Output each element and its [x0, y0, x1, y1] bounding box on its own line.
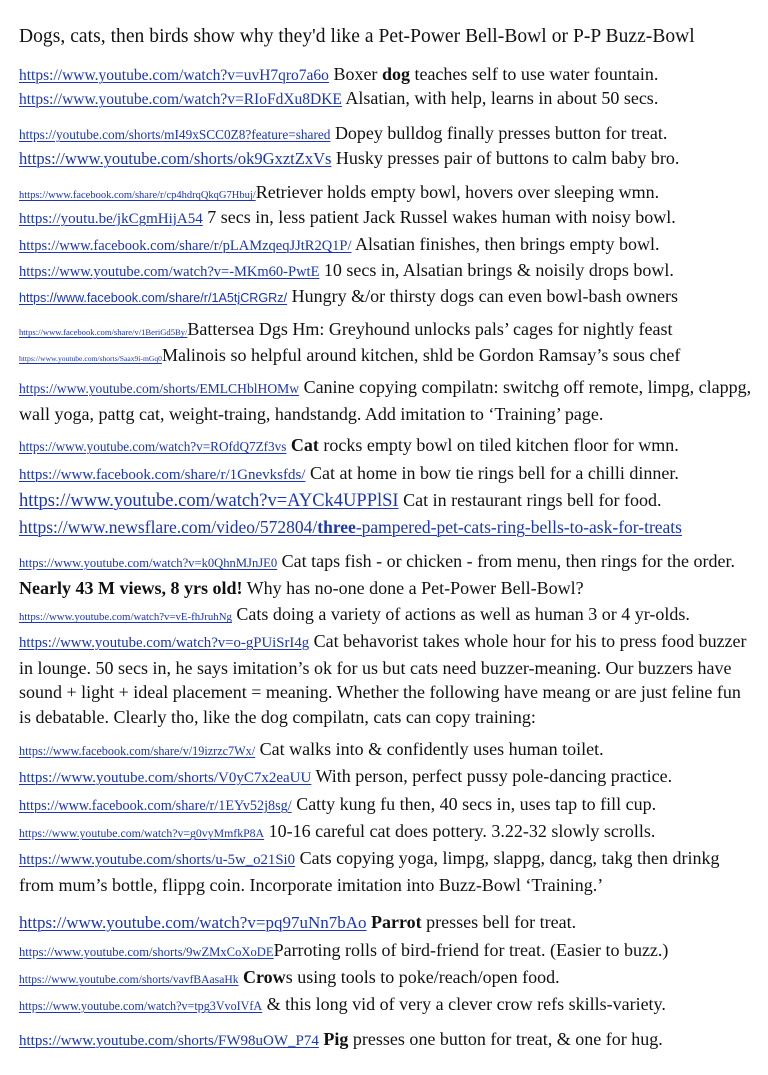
list-item: https://www.youtube.com/watch?v=pq97uNn7bAo Parrot presses bell for treat. — [19, 912, 577, 932]
list-item: https://www.youtube.com/watch?v=tpg3VvoIVfA & this long vid of very a clever crow refs skills-variety. — [19, 994, 666, 1014]
list-item: https://www.youtube.com/watch?v=o-gPUiSrI4g Cat behavorist takes whole hour for his to press food buzzer in lounge. 50 secs in, he says imitation’s ok for us but cats need buzzer-meaning. Our buzzers have sound + light + ideal placement = meaning. Whether the following have meang or are just feline fun is debatable. Clearly tho, like the dog compilatn, cats can copy training: — [19, 631, 747, 727]
list-item: https://www.facebook.com/share/v/1BeriGd5By/Battersea Dgs Hm: Greyhound unlocks pals’ cages for nightly feast — [19, 319, 673, 339]
list-item: https://www.facebook.com/share/r/1Gnevksfds/ Cat at home in bow tie rings bell for a chilli dinner. — [19, 463, 679, 483]
list-item: https://www.youtube.com/shorts/9wZMxCoXoDEParroting rolls of bird-friend for treat. (Easier to buzz.) — [19, 940, 669, 960]
list-item: https://www.youtube.com/shorts/ok9GxztZxVs Husky presses pair of buttons to calm baby bro. — [19, 148, 680, 168]
list-item: https://www.youtube.com/watch?v=RIoFdXu8DKE Alsatian, with help, learns in about 50 secs. — [19, 88, 659, 108]
video-link[interactable]: https://www.youtube.com/shorts/9wZMxCoXoDE — [19, 945, 274, 959]
list-item: https://www.youtube.com/shorts/FW98uOW_P74 Pig presses one button for treat, & one for hug. — [19, 1029, 663, 1049]
video-link[interactable]: https://www.facebook.com/share/r/1A5tjCRGRz/ — [19, 291, 288, 305]
list-item: https://www.youtube.com/shorts/Saax9i-mGq0Malinois so helpful around kitchen, shld be Gordon Ramsay’s sous chef — [19, 345, 681, 365]
list-item: https://www.youtube.com/shorts/u-5w_o21Si0 Cats copying yoga, limpg, slappg, dancg, takg then drinkg from mum’s bottle, flippg coin. Incorporate imitation into Buzz-Bowl ‘Training.’ — [19, 848, 720, 895]
list-item: https://www.youtube.com/watch?v=k0QhnMJnJE0 Cat taps fish - or chicken - from menu, then rings for the order. Nearly 43 M views, 8 yrs old! Why has no-one done a Pet-Power Bell-Bowl? — [19, 551, 736, 598]
video-link[interactable]: https://www.youtube.com/shorts/vavfBAasaHk — [19, 973, 239, 986]
video-link[interactable]: https://www.youtube.com/watch?v=pq97uNn7bAo — [19, 913, 367, 932]
video-link[interactable]: https://www.youtube.com/watch?v=k0QhnMJnJE0 — [19, 556, 278, 570]
list-item: https://www.youtube.com/watch?v=AYCk4UPPlSI Cat in restaurant rings bell for food. — [19, 490, 662, 511]
video-link[interactable]: https://www.youtube.com/watch?v=AYCk4UPPlSI — [19, 491, 399, 511]
video-link[interactable]: https://youtu.be/jkCgmHijA54 — [19, 211, 203, 227]
video-link[interactable]: https://www.youtube.com/watch?v=g0vyMmfkP8A — [19, 826, 265, 840]
video-link[interactable]: https://www.youtube.com/shorts/Saax9i-mGq0 — [19, 354, 162, 363]
video-link[interactable]: https://www.youtube.com/watch?v=ROfdQ7Zf3vs — [19, 439, 287, 454]
video-link[interactable]: https://www.facebook.com/share/v/1BeriGd5By/ — [19, 327, 188, 337]
video-link[interactable]: https://www.youtube.com/watch?v=RIoFdXu8DKE — [19, 91, 342, 108]
list-item: https://www.facebook.com/share/r/cp4hdrqQkqG7Hbuj/Retriever holds empty bowl, hovers over sleeping wmn. — [19, 182, 660, 202]
list-item: https://www.youtube.com/watch?v=uvH7qro7a6o Boxer dog teaches self to use water fountain. — [19, 64, 659, 84]
list-item: https://www.facebook.com/share/r/1A5tjCRGRz/ Hungry &/or thirsty dogs can even bowl-bash owners — [19, 286, 679, 306]
video-link[interactable]: https://www.youtube.com/shorts/FW98uOW_P74 — [19, 1033, 319, 1049]
list-item: https://www.youtube.com/shorts/V0yC7x2eaUU With person, perfect pussy pole-dancing practice. — [19, 766, 673, 786]
video-link[interactable]: https://www.youtube.com/watch?v=uvH7qro7a6o — [19, 67, 329, 84]
video-link[interactable]: https://www.youtube.com/shorts/EMLCHblHOMw — [19, 381, 300, 396]
video-link[interactable]: https://youtube.com/shorts/mI49xSCC0Z8?feature=shared — [19, 127, 331, 142]
list-item: https://www.youtube.com/watch?v=g0vyMmfkP8A 10-16 careful cat does pottery. 3.22-32 slowly scrolls. — [19, 821, 656, 841]
list-item: https://www.youtube.com/watch?v=ROfdQ7Zf3vs Cat rocks empty bowl on tiled kitchen floor for wmn. — [19, 435, 679, 455]
video-link[interactable]: https://www.facebook.com/share/r/cp4hdrqQkqG7Hbuj/ — [19, 190, 256, 201]
video-link[interactable]: https://www.newsflare.com/video/572804/three-pampered-pet-cats-ring-bells-to-ask-for-treats — [19, 517, 682, 537]
list-item: https://www.youtube.com/watch?v=-MKm60-PwtE 10 secs in, Alsatian brings & noisily drops bowl. — [19, 260, 674, 280]
video-link[interactable]: https://www.youtube.com/shorts/V0yC7x2eaUU — [19, 770, 312, 786]
list-item: https://www.youtube.com/shorts/vavfBAasaHk Crows using tools to poke/reach/open food. — [19, 967, 560, 987]
list-item: https://youtu.be/jkCgmHijA54 7 secs in, less patient Jack Russel wakes human with noisy bowl. — [19, 207, 676, 227]
video-link[interactable]: https://www.facebook.com/share/r/pLAMzqeqJJtR2Q1P/ — [19, 238, 352, 254]
list-item — [19, 515, 754, 540]
video-link[interactable]: https://www.youtube.com/watch?v=vE-fhJruhNg — [19, 611, 232, 623]
video-link[interactable]: https://www.facebook.com/share/r/1Gnevksfds/ — [19, 467, 306, 483]
page-title: Dogs, cats, then birds show why they'd like a Pet-Power Bell-Bowl or P-P Buzz-Bowl — [19, 26, 695, 47]
list-item: https://www.facebook.com/share/v/19izrzc7Wx/ Cat walks into & confidently uses human toilet. — [19, 739, 604, 759]
video-link[interactable]: https://www.facebook.com/share/r/1EYv52j8sg/ — [19, 798, 292, 814]
list-item: https://www.facebook.com/share/r/pLAMzqeqJJtR2Q1P/ Alsatian finishes, then brings empty bowl. — [19, 234, 660, 254]
video-link[interactable]: https://www.youtube.com/watch?v=tpg3VvoIVfA — [19, 999, 263, 1013]
video-link[interactable]: https://www.facebook.com/share/v/19izrzc7Wx/ — [19, 744, 256, 758]
video-link[interactable]: https://www.youtube.com/shorts/ok9GxztZxVs — [19, 149, 332, 168]
video-link[interactable]: https://www.youtube.com/shorts/u-5w_o21Si0 — [19, 852, 296, 868]
list-item: https://www.facebook.com/share/r/1EYv52j8sg/ Catty kung fu then, 40 secs in, uses tap to fill cup. — [19, 794, 657, 814]
list-item: https://youtube.com/shorts/mI49xSCC0Z8?feature=shared Dopey bulldog finally presses button for treat. — [19, 123, 668, 143]
list-item: https://www.youtube.com/shorts/EMLCHblHOMw Canine copying compilatn: switchg off remote, limpg, clappg, wall yoga, pattg cat, weight-traing, handstandg. Add imitation to ‘Training’ page. — [19, 377, 752, 424]
list-item: https://www.youtube.com/watch?v=vE-fhJruhNg Cats doing a variety of actions as well as human 3 or 4 yr-olds. — [19, 604, 690, 624]
video-link[interactable]: https://www.youtube.com/watch?v=-MKm60-PwtE — [19, 264, 320, 280]
video-link[interactable]: https://www.youtube.com/watch?v=o-gPUiSrI4g — [19, 635, 310, 651]
